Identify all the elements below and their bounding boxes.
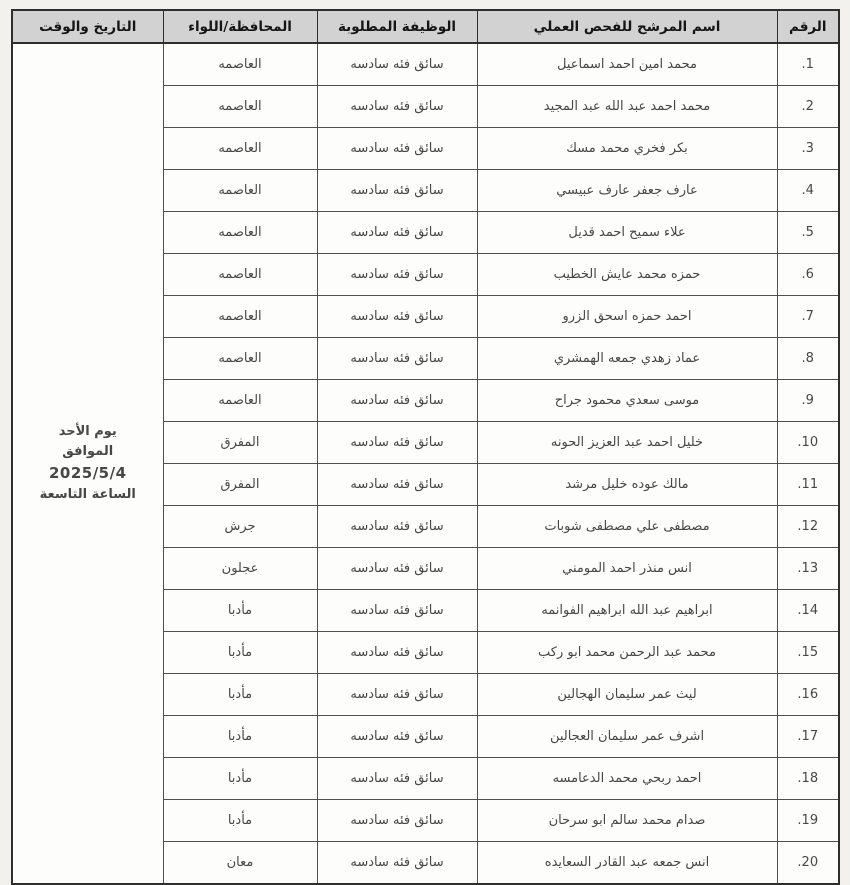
- row-number: 11.: [777, 464, 839, 506]
- governorate: مأدبا: [163, 716, 317, 758]
- row-number: 15.: [777, 632, 839, 674]
- required-job: سائق فئه سادسه: [317, 716, 477, 758]
- header-name: اسم المرشح للفحص العملي: [477, 10, 777, 43]
- governorate: جرش: [163, 506, 317, 548]
- table-header: [12, 10, 839, 43]
- required-job: سائق فئه سادسه: [317, 338, 477, 380]
- governorate: عجلون: [163, 548, 317, 590]
- candidate-name: بكر فخري محمد مسك: [477, 128, 777, 170]
- required-job: سائق فئه سادسه: [317, 380, 477, 422]
- candidate-name: اشرف عمر سليمان العجالين: [477, 716, 777, 758]
- required-job: سائق فئه سادسه: [317, 548, 477, 590]
- required-job: سائق فئه سادسه: [317, 842, 477, 885]
- governorate: العاصمه: [163, 254, 317, 296]
- candidates-table: [11, 9, 840, 885]
- datetime-line: 2025/5/4: [48, 463, 127, 482]
- governorate: مأدبا: [163, 800, 317, 842]
- row-number: 2.: [777, 86, 839, 128]
- governorate: مأدبا: [163, 758, 317, 800]
- row-number: 7.: [777, 296, 839, 338]
- candidate-name: حمزه محمد عايش الخطيب: [477, 254, 777, 296]
- required-job: سائق فئه سادسه: [317, 254, 477, 296]
- governorate: العاصمه: [163, 128, 317, 170]
- required-job: سائق فئه سادسه: [317, 296, 477, 338]
- row-number: 5.: [777, 212, 839, 254]
- candidate-name: مالك عوده خليل مرشد: [477, 464, 777, 506]
- row-number: 18.: [777, 758, 839, 800]
- candidate-name: انس جمعه عبد القادر السعايده: [477, 842, 777, 885]
- row-number: 10.: [777, 422, 839, 464]
- required-job: سائق فئه سادسه: [317, 632, 477, 674]
- governorate: العاصمه: [163, 296, 317, 338]
- row-number: 6.: [777, 254, 839, 296]
- candidate-name: مصطفى علي مصطفى شوبات: [477, 506, 777, 548]
- row-number: 4.: [777, 170, 839, 212]
- required-job: سائق فئه سادسه: [317, 212, 477, 254]
- datetime-line: يوم الأحد: [58, 423, 117, 439]
- candidate-name: احمد ربحي محمد الدعامسه: [477, 758, 777, 800]
- candidate-name: ابراهيم عبد الله ابراهيم الفوانمه: [477, 590, 777, 632]
- datetime-line: الموافق: [62, 443, 114, 459]
- required-job: سائق فئه سادسه: [317, 674, 477, 716]
- candidate-name: ليث عمر سليمان الهجالين: [477, 674, 777, 716]
- row-number: 13.: [777, 548, 839, 590]
- row-number: 8.: [777, 338, 839, 380]
- governorate: مأدبا: [163, 590, 317, 632]
- governorate: المفرق: [163, 422, 317, 464]
- required-job: سائق فئه سادسه: [317, 758, 477, 800]
- required-job: سائق فئه سادسه: [317, 590, 477, 632]
- candidate-name: علاء سميح احمد قديل: [477, 212, 777, 254]
- candidate-name: محمد احمد عبد الله عبد المجيد: [477, 86, 777, 128]
- row-number: 12.: [777, 506, 839, 548]
- required-job: سائق فئه سادسه: [317, 43, 477, 86]
- header-number: الرقم: [777, 10, 839, 43]
- required-job: سائق فئه سادسه: [317, 128, 477, 170]
- row-number: 20.: [777, 842, 839, 885]
- governorate: العاصمه: [163, 380, 317, 422]
- datetime-line: الساعة التاسعة: [39, 487, 136, 503]
- row-number: 14.: [777, 590, 839, 632]
- governorate: المفرق: [163, 464, 317, 506]
- required-job: سائق فئه سادسه: [317, 800, 477, 842]
- candidate-name: عارف جعفر عارف عبيسي: [477, 170, 777, 212]
- required-job: سائق فئه سادسه: [317, 86, 477, 128]
- header-datetime: التاريخ والوقت: [12, 10, 163, 43]
- header-row: [12, 10, 839, 43]
- table-body: [12, 43, 839, 884]
- candidate-name: عماد زهدي جمعه الهمشري: [477, 338, 777, 380]
- governorate: مأدبا: [163, 632, 317, 674]
- row-number: 1.: [777, 43, 839, 86]
- datetime-cell: [12, 43, 163, 884]
- candidate-name: صدام محمد سالم ابو سرحان: [477, 800, 777, 842]
- row-number: 16.: [777, 674, 839, 716]
- governorate: معان: [163, 842, 317, 885]
- required-job: سائق فئه سادسه: [317, 506, 477, 548]
- row-number: 3.: [777, 128, 839, 170]
- row-number: 19.: [777, 800, 839, 842]
- required-job: سائق فئه سادسه: [317, 170, 477, 212]
- governorate: العاصمه: [163, 170, 317, 212]
- governorate: العاصمه: [163, 212, 317, 254]
- header-governorate: المحافظة/اللواء: [163, 10, 317, 43]
- table-row: [12, 43, 839, 86]
- candidate-name: محمد عبد الرحمن محمد ابو ركب: [477, 632, 777, 674]
- candidate-name: انس منذر احمد المومني: [477, 548, 777, 590]
- required-job: سائق فئه سادسه: [317, 464, 477, 506]
- required-job: سائق فئه سادسه: [317, 422, 477, 464]
- row-number: 9.: [777, 380, 839, 422]
- governorate: مأدبا: [163, 674, 317, 716]
- candidate-name: خليل احمد عبد العزيز الحونه: [477, 422, 777, 464]
- candidate-name: موسى سعدي محمود جراح: [477, 380, 777, 422]
- candidate-name: احمد حمزه اسحق الزرو: [477, 296, 777, 338]
- header-job: الوظيفة المطلوبة: [317, 10, 477, 43]
- governorate: العاصمه: [163, 43, 317, 86]
- governorate: العاصمه: [163, 338, 317, 380]
- governorate: العاصمه: [163, 86, 317, 128]
- row-number: 17.: [777, 716, 839, 758]
- candidate-name: محمد امين احمد اسماعيل: [477, 43, 777, 86]
